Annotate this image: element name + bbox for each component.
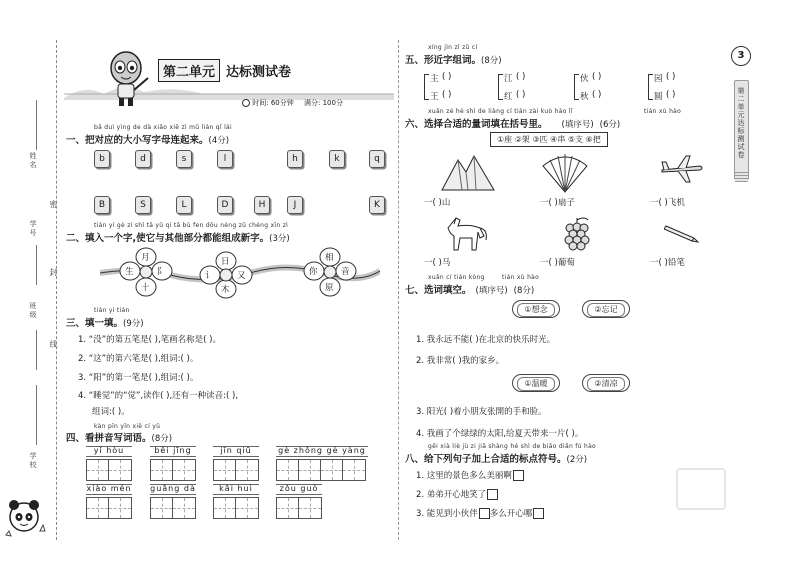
- q2-title-text: 二、填入一个字,使它与其他部分都能组成新字。: [66, 233, 270, 244]
- pair-char: 伙: [580, 74, 589, 84]
- page-number: 3: [737, 50, 745, 61]
- q7-option-box: [582, 374, 630, 392]
- horse-icon: [440, 214, 490, 254]
- binding-mi-label: 密: [49, 200, 58, 210]
- writing-grid[interactable]: [150, 497, 196, 519]
- side-tab: [734, 80, 749, 180]
- pinyin-line: [276, 484, 322, 495]
- q8-sentence-text: 3. 能见到小伙伴: [416, 509, 478, 519]
- pinyin-line: [86, 484, 132, 495]
- flower1-left: 生: [125, 267, 134, 277]
- q3-pinyin: tián yi tián: [94, 307, 130, 314]
- q6-note: (填序号): [561, 120, 594, 130]
- flower1-top: 月: [141, 253, 150, 263]
- time-label: 时间:: [252, 99, 269, 107]
- pencil-icon: [664, 222, 704, 244]
- letter-card[interactable]: J: [287, 196, 303, 214]
- q6-options-box: ①座 ②架 ③匹 ④串 ⑤支 ⑥把: [490, 132, 608, 147]
- score-label: 满分:: [303, 99, 321, 107]
- q7-title-text: 七、选词填空。: [405, 285, 472, 296]
- pinyin-line: [213, 484, 259, 495]
- q7-option-box: [512, 374, 560, 392]
- letter-card[interactable]: D: [217, 196, 233, 214]
- q8-sentence-1: [416, 469, 524, 481]
- q1-title-text: 一、把对应的大小写字母连起来。: [66, 135, 209, 146]
- q7-title: [405, 282, 534, 296]
- flower3-left: 你: [309, 267, 318, 277]
- q7-sentence-4[interactable]: 4. 我画了个绿绿的太阳,给夏天带来一片( )。: [416, 429, 584, 439]
- q7-option-box: [582, 300, 630, 318]
- q8-sentence-3: [416, 507, 544, 519]
- pinyin-line: [276, 446, 368, 457]
- pinyin-word: běi jīng: [154, 446, 192, 455]
- q6-pinyin: xuǎn zé hé shì de liàng cí tián zài kuò hào lǐ: [428, 108, 573, 115]
- binding-school-line: [36, 385, 37, 445]
- pair-char: 江: [504, 74, 513, 84]
- q1-pinyin: bǎ duì yìng de dà xiǎo xiě zì mǔ lián qǐ lái: [94, 124, 232, 131]
- column-divider: [398, 40, 399, 540]
- q6-item-pencil[interactable]: [650, 256, 685, 268]
- writing-grid[interactable]: [150, 459, 196, 481]
- title-unit-box: 第二单元: [158, 59, 220, 82]
- pair-blank[interactable]: ( ): [592, 72, 602, 82]
- side-tab-stripes: [735, 172, 748, 182]
- q7-pinyin-extra: tián xù hào: [502, 274, 540, 281]
- flower2-bottom: 木: [221, 285, 230, 295]
- header-banner: [64, 42, 394, 114]
- pinyin-line: [150, 446, 196, 457]
- q5-pinyin: xíng jìn zì zǔ cí: [428, 44, 478, 51]
- q8-sentence-2: [416, 488, 498, 500]
- letter-card[interactable]: k: [329, 150, 345, 168]
- q6-prefix: 一( ): [424, 258, 442, 268]
- pair-char: 王: [430, 92, 439, 102]
- letter-card[interactable]: S: [135, 196, 151, 214]
- q6-prefix: 一( ): [650, 198, 668, 208]
- pair-blank[interactable]: ( ): [666, 72, 676, 82]
- q7-sentence-3[interactable]: 3. 阳光( )着小朋友张開的手和脸。: [416, 407, 547, 417]
- q6-item-label: 扇子: [557, 198, 575, 208]
- watermark-stamp: [676, 468, 726, 510]
- q7-option-label: ①温暖: [517, 377, 554, 391]
- page-number-badge: [731, 46, 751, 66]
- pinyin-line: [150, 484, 196, 495]
- q2-score: (3分): [269, 234, 290, 244]
- q7-option-label: ②清凉: [587, 377, 624, 391]
- letter-card[interactable]: h: [287, 150, 303, 168]
- binding-class-label: 班级: [29, 302, 37, 320]
- letter-card[interactable]: s: [176, 150, 192, 168]
- binding-class-line: [36, 330, 37, 370]
- flower3-top: 相: [325, 253, 334, 263]
- letter-card[interactable]: d: [135, 150, 151, 168]
- q7-option-label: ②忘记: [587, 303, 624, 317]
- q6-item-airplane[interactable]: [650, 196, 685, 208]
- q3-line-2[interactable]: 2. “这”的第六笔是( ),组词:( )。: [78, 354, 199, 364]
- q6-item-horse[interactable]: [424, 256, 450, 268]
- clock-icon: [242, 99, 250, 107]
- title-main: 达标测试卷: [226, 64, 292, 80]
- q3-title: [66, 315, 144, 329]
- writing-grid[interactable]: [276, 497, 322, 519]
- binding-feng-label: 封: [49, 268, 58, 278]
- pinyin-word: gè zhǒng gè yàng: [278, 446, 366, 455]
- pinyin-word: kāi huì: [219, 484, 253, 493]
- pinyin-word: jīn qiū: [220, 446, 252, 455]
- q1-title: [66, 132, 229, 146]
- flower3-bottom: 原: [325, 283, 334, 293]
- q8-sentence-text: 1. 这里的景色多么美丽啊: [416, 471, 512, 481]
- flower3-right: 音: [341, 267, 350, 277]
- time-score-bar: [242, 98, 343, 108]
- punctuation-box[interactable]: [513, 470, 524, 481]
- q7-note: (填序号): [475, 286, 508, 296]
- pair-char: 秋: [580, 92, 589, 102]
- q6-prefix: 一( ): [540, 258, 558, 268]
- q8-title-text: 八、给下列句子加上合适的标点符号。: [405, 454, 567, 465]
- pinyin-line: [86, 446, 132, 457]
- q6-prefix: 一( ): [424, 198, 442, 208]
- pair-char: 园: [654, 74, 663, 84]
- q7-pinyin: xuǎn cí tián kòng: [428, 274, 485, 281]
- writing-grid[interactable]: [86, 497, 132, 519]
- q2-title: [66, 230, 290, 244]
- pair-blank[interactable]: ( ): [516, 90, 526, 100]
- mountain-icon: [440, 152, 496, 192]
- pair-blank[interactable]: ( ): [442, 90, 452, 100]
- q3-score: (9分): [123, 319, 144, 329]
- punctuation-box[interactable]: [533, 508, 544, 519]
- pinyin-word: yǐ hòu: [93, 446, 125, 455]
- writing-grid[interactable]: [213, 497, 259, 519]
- punctuation-box[interactable]: [487, 489, 498, 500]
- airplane-icon: [660, 154, 704, 184]
- binding-name-label: 姓名: [29, 152, 37, 170]
- q5-title: [405, 52, 502, 66]
- letter-card[interactable]: b: [94, 150, 110, 168]
- q3-line-1[interactable]: 1. “没”的第五笔是( ),笔画名称是( )。: [78, 335, 221, 345]
- q8-sentence-text: 多么开心哪: [489, 509, 533, 519]
- punctuation-box[interactable]: [479, 508, 490, 519]
- pinyin-word: xiào mén: [86, 484, 132, 493]
- letter-card[interactable]: B: [94, 196, 110, 214]
- side-tab-text: 第二单元达标测试卷: [737, 87, 745, 159]
- pair-blank[interactable]: ( ): [516, 72, 526, 82]
- time-value: 60分钟: [270, 99, 294, 107]
- binding-school-label: 学校: [29, 452, 37, 470]
- pair-char: 红: [504, 92, 513, 102]
- q6-item-label: 山: [441, 198, 451, 208]
- letter-card[interactable]: K: [369, 196, 385, 214]
- q6-score: (6分): [599, 120, 621, 130]
- q6-title-text: 六、选择合适的量词填在括号里。: [405, 119, 548, 130]
- q2-pinyin: tián yí gè zì shǐ tā yǔ qí tā bù fen dōu néng zǔ chéng xīn zì: [94, 222, 289, 229]
- q7-option-box: [512, 300, 560, 318]
- q6-item-mountain[interactable]: [424, 196, 450, 208]
- flower1-bottom: 十: [141, 283, 150, 293]
- pinyin-word: guāng dà: [150, 484, 196, 493]
- q6-item-label: 葡萄: [557, 258, 575, 268]
- writing-grid[interactable]: [276, 459, 366, 481]
- pair-blank[interactable]: ( ): [666, 90, 676, 100]
- fan-icon: [540, 152, 590, 194]
- letter-card[interactable]: l: [217, 150, 233, 168]
- letter-card[interactable]: q: [369, 150, 385, 168]
- binding-strip: [0, 40, 60, 540]
- q3-line-3[interactable]: 3. “阳”的第一笔是( ),组词:( )。: [78, 373, 199, 383]
- flower2-left: 讠: [205, 271, 214, 281]
- q4-title: [66, 430, 172, 444]
- q5-title-text: 五、形近字组词。: [405, 55, 482, 66]
- q1-score: (4分): [208, 136, 230, 146]
- q7-sentence-1[interactable]: 1. 我永远不能( )在北京的快乐时光。: [416, 335, 556, 345]
- pair-char: 主: [430, 74, 439, 84]
- q6-title: [405, 116, 620, 130]
- binding-name-line: [36, 100, 37, 150]
- binding-dashed-line: [56, 40, 57, 540]
- letter-card[interactable]: H: [254, 196, 270, 214]
- q8-score: (2分): [566, 455, 588, 465]
- q6-prefix: 一( ): [650, 258, 668, 268]
- pair-blank[interactable]: ( ): [442, 72, 452, 82]
- pair-blank[interactable]: ( ): [592, 90, 602, 100]
- binding-number-label: 学号: [29, 220, 37, 238]
- q5-score: (8分): [481, 56, 502, 66]
- q8-title: [405, 451, 587, 465]
- q4-title-text: 四、看拼音写词语。: [66, 433, 152, 444]
- q7-score: (8分): [513, 286, 535, 296]
- q6-item-label: 飞机: [667, 198, 685, 208]
- page-title: [158, 60, 291, 80]
- flower2-right: 又: [237, 271, 246, 281]
- q7-option-label: ①想念: [517, 303, 554, 317]
- q8-pinyin: gěi xià liè jù zi jiā shàng hé shì de biāo diǎn fú hào: [428, 443, 597, 450]
- q6-item-grapes[interactable]: [540, 256, 575, 268]
- writing-grid[interactable]: [86, 459, 132, 481]
- q6-item-fan[interactable]: [540, 196, 575, 208]
- q6-pinyin-extra: tián xù hào: [644, 108, 682, 115]
- pair-char: 圆: [654, 92, 663, 102]
- score-value: 100分: [322, 99, 343, 107]
- q6-item-label: 铅笔: [667, 258, 685, 268]
- pinyin-word: zǒu guò: [279, 484, 319, 493]
- binding-xian-label: 线: [49, 340, 58, 350]
- q4-pinyin: kàn pīn yīn xiě cí yǔ: [94, 423, 161, 430]
- q7-sentence-2[interactable]: 2. 我非常( )我的家乡。: [416, 356, 505, 366]
- q4-score: (8分): [151, 434, 173, 444]
- q8-sentence-text: 2. 弟弟开心地笑了: [416, 490, 487, 500]
- letter-card[interactable]: L: [176, 196, 192, 214]
- q3-line-4b[interactable]: 组词:( )。: [92, 407, 130, 417]
- flower1-right: 阝: [157, 267, 166, 277]
- q6-item-label: 马: [441, 258, 451, 268]
- q3-title-text: 三、填一填。: [66, 318, 124, 329]
- robot-mascot-icon: [106, 48, 152, 110]
- binding-number-line: [36, 245, 37, 285]
- flower2-top: 日: [221, 257, 230, 267]
- grapes-icon: [562, 216, 592, 252]
- panda-mascot-icon: [2, 495, 50, 545]
- q6-prefix: 一( ): [540, 198, 558, 208]
- pinyin-line: [213, 446, 259, 457]
- writing-grid[interactable]: [213, 459, 259, 481]
- q3-line-4a[interactable]: 4. “睡觉”的“觉”,读作( ),还有一种读音:( ),: [78, 391, 239, 401]
